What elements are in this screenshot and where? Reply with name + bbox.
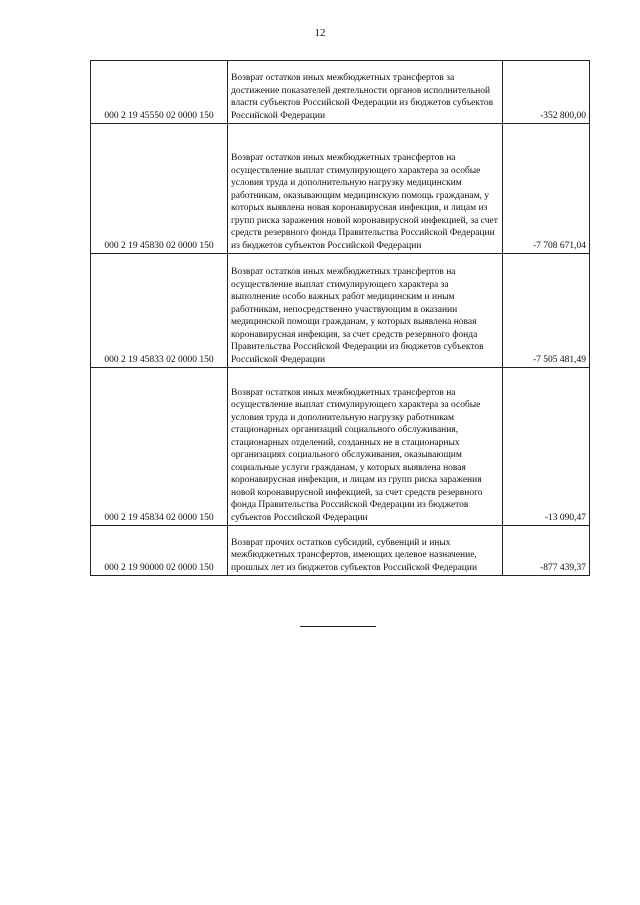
table-row [91, 368, 590, 526]
description-cell: Возврат прочих остатков субсидий, субвенций и иных межбюджетных трансфертов, имеющих целевое назначение, прошлых лет из бюджетов субъектов Российской Федерации [228, 526, 503, 576]
budget-code-cell: 000 2 19 45833 02 0000 150 [91, 254, 228, 368]
description-cell: Возврат остатков иных межбюджетных трансфертов на осуществление выплат стимулирующего характера за выполнение особо важных работ медицинским и иным работникам, непосредственно участвующим в оказании медицинской помощи гражданам, у которых выявлена новая коронавирусная инфекция, за счет средств резервного фонда Правительства Российской Федерации из бюджетов субъектов Российской Федерации [228, 254, 503, 368]
amount-cell: -7 505 481,49 [503, 254, 590, 368]
table-row [91, 61, 590, 124]
amount-cell: -877 439,37 [503, 526, 590, 576]
description-cell: Возврат остатков иных межбюджетных трансфертов на осуществление выплат стимулирующего характера за особые условия труда и дополнительную нагрузку работникам стационарных организаций социального обслуживания, стационарных отделений, созданных не в стационарных организациях социального обслуживания, оказывающим социальные услуги гражданам, у которых выявлена новая коронавирусная инфекция, и лицам из групп риска заражения новой коронавирусной инфекцией, за счет средств резервного фонда Правительства Российской Федерации из бюджетов субъектов Российской Федерации [228, 368, 503, 526]
table-row [91, 526, 590, 576]
budget-code-cell: 000 2 19 45834 02 0000 150 [91, 368, 228, 526]
amount-cell: -13 090,47 [503, 368, 590, 526]
description-cell: Возврат остатков иных межбюджетных трансфертов за достижение показателей деятельности органов исполнительной власти субъектов Российской Федерации из бюджетов субъектов Российской Федерации [228, 61, 503, 124]
budget-code-cell: 000 2 19 90000 02 0000 150 [91, 526, 228, 576]
budget-code-cell: 000 2 19 45550 02 0000 150 [91, 61, 228, 124]
table-row [91, 254, 590, 368]
budget-code-cell: 000 2 19 45830 02 0000 150 [91, 124, 228, 254]
table-row [91, 124, 590, 254]
end-divider-line [300, 626, 376, 627]
description-cell: Возврат остатков иных межбюджетных трансфертов на осуществление выплат стимулирующего характера за особые условия труда и дополнительную нагрузку медицинским работникам, оказывающим медицинскую помощь гражданам, у которых выявлена новая коронавирусная инфекция, и лицам из групп риска заражения новой коронавирусной инфекцией, за счет средств резервного фонда Правительства Российской Федерации из бюджетов субъектов Российской Федерации [228, 124, 503, 254]
amount-cell: -352 800,00 [503, 61, 590, 124]
budget-table [90, 60, 590, 576]
page-number: 12 [314, 27, 326, 39]
amount-cell: -7 708 671,04 [503, 124, 590, 254]
